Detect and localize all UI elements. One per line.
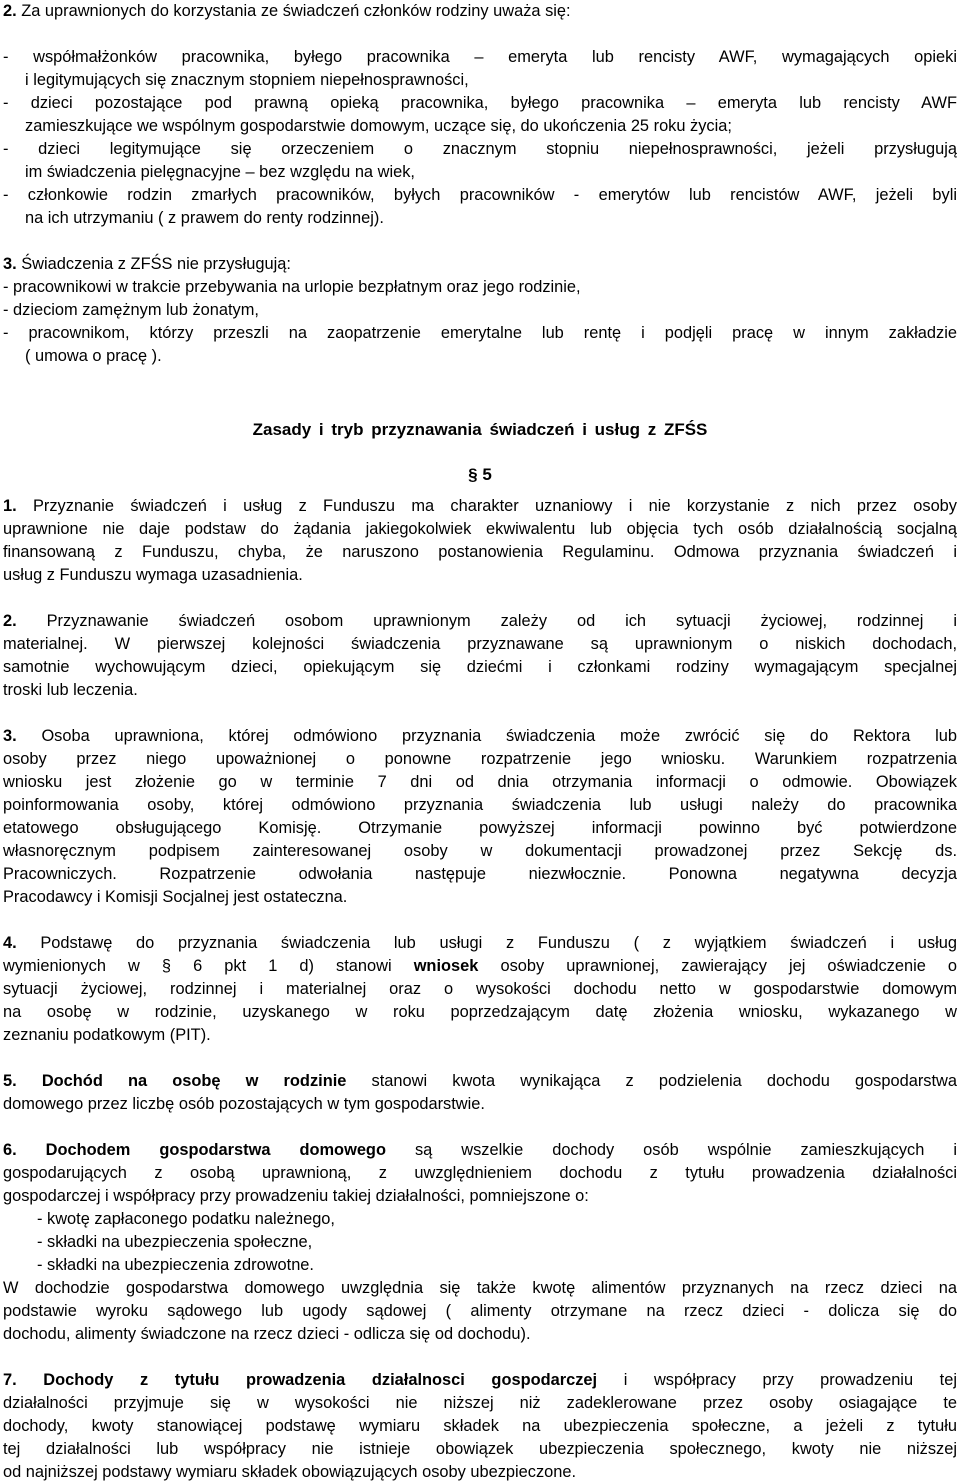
paragraph-text: Osoba uprawniona, której odmówiono przyznania świadczenia może zwrócić się do Rektora lub (41, 727, 957, 745)
paragraph-2 (3, 610, 957, 702)
paragraph-7 (3, 1369, 957, 1484)
list-item: - współmałżonków pracownika, byłego pracownika – emeryta lub rencisty AWF, wymagających opieki (3, 48, 957, 66)
paragraph-text: W dochodzie gospodarstwa domowego uwzględnia się także kwotę alimentów przyznanych na rzecz dzieci na (3, 1279, 957, 1297)
point-number: 4. (3, 934, 17, 952)
list-item-cont: i legitymujących się znacznym stopniem niepełnosprawności, (25, 71, 469, 89)
paragraph-text: samotnie wychowującym dzieci, opiekującym się dziećmi i członkami rodziny wymagającym specjalnej (3, 658, 957, 676)
list-item: - dzieci legitymujące się orzeczeniem o znacznym stopniu niepełnosprawności, jeżeli przysługują (3, 140, 957, 158)
point-3 (3, 253, 957, 368)
point-number: 7. (3, 1371, 17, 1389)
list-item: - dzieciom zamężnym lub żonatym, (3, 301, 259, 319)
point-2 (3, 0, 957, 230)
paragraph-text: stanowi kwota wynikająca z podzielenia dochodu gospodarstwa (371, 1072, 958, 1090)
paragraph-text: wniosku jest złożenie go w terminie 7 dni od dnia otrzymania informacji o odmowie. Obowiązek (3, 773, 957, 791)
paragraph-text: dochody, kwoty stanowiącej podstawę wymiaru składek na ubezpieczenia społeczne, a jeżeli z tytułu (3, 1417, 957, 1435)
paragraph-text: Przyznanie świadczeń i usług z Funduszu ma charakter uznaniowy i nie korzystanie z nich przez osoby (32, 497, 957, 515)
paragraph-text: tej działalności lub współpracy nie istnieje obowiązek ubezpieczenia społecznego, kwoty nie niższej (3, 1440, 957, 1458)
emphasis-text: Dochodem gospodarstwa domowego (45, 1141, 386, 1159)
paragraph-text: od najniższej podstawy wymiaru składek obowiązujących osoby ubezpieczone. (3, 1463, 577, 1481)
list-item-cont: im świadczenia pielęgnacyjne – bez względu na wiek, (25, 163, 415, 181)
point-number: 5. (3, 1072, 17, 1090)
paragraph-text: usług z Funduszu wymaga uzasadnienia. (3, 566, 303, 584)
paragraph-text: własnoręcznym podpisem zainteresowanej osoby w dokumentacji prowadzonej przez Sekcję ds. (3, 842, 957, 860)
paragraph-text: Przyznawanie świadczeń osobom uprawnionym zależy od ich sytuacji życiowej, rodzinnej i (46, 612, 957, 630)
list-item: - składki na ubezpieczenia zdrowotne. (37, 1256, 314, 1274)
paragraph-text: osoby przez niego upoważnionej o ponowne rozpatrzenie jego wniosku. Warunkiem rozpatrzenia (3, 750, 957, 768)
emphasis-text: Dochody z tytułu prowadzenia działalnosci gospodarczej (43, 1371, 598, 1389)
paragraph-text: finansowaną z Funduszu, chyba, że naruszono postanowienia Regulaminu. Odmowa przyznania świadczeń i (3, 543, 957, 561)
section-heading: Zasady i tryb przyznawania świadczeń i usług z ZFŚS (252, 420, 708, 439)
paragraph-text: wymienionych w § 6 pkt 1 d) stanowi (3, 957, 392, 975)
paragraph-text: sytuacji życiowej, rodzinnej i materialnej oraz o wysokości dochodu netto w gospodarstwie domowym (3, 980, 957, 998)
paragraph-text: gospodarujących z osobą uprawnioną, z uwzględnieniem dochodu z tytułu prowadzenia działalności (3, 1164, 957, 1182)
paragraph-6 (3, 1139, 957, 1346)
paragraph-text: gospodarczej i współpracy przy prowadzeniu takiej działalności, pomniejszone o: (3, 1187, 589, 1205)
list-item-cont: zamieszkujące we wspólnym gospodarstwie domowym, uczące się, do ukończenia 25 roku życia; (25, 117, 732, 135)
emphasis-text: Dochód na osobę w rodzinie (41, 1072, 347, 1090)
point-number: 6. (3, 1141, 17, 1159)
paragraph-text: są wszelkie dochody osób wspólnie zamieszkujących i (414, 1141, 957, 1159)
paragraph-text: etatowego obsługującego Komisję. Otrzymanie powyższej informacji powinno być potwierdzone (3, 819, 957, 837)
list-item: - pracownikom, którzy przeszli na zaopatrzenie emerytalne lub rentę i podjęli pracę w innym zakładzie (3, 324, 957, 342)
paragraph-text: na osobę w rodzinie, uzyskanego w roku poprzedzającym datę złożenia wniosku, wykazanego w (3, 1003, 957, 1021)
point-number: 2. (3, 612, 17, 630)
point-number: 2. (3, 2, 17, 20)
paragraph-text: Pracodawcy i Komisji Socjalnej jest ostateczna. (3, 888, 348, 906)
paragraph-text: podstawie wyroku sądowego lub ugody sądowej ( alimenty otrzymane na rzecz dzieci - dolicza się do (3, 1302, 957, 1320)
paragraph-1 (3, 495, 957, 587)
paragraph-text: poinformowania osoby, której odmówiono przyznania świadczenia lub usługi należy do pracownika (3, 796, 957, 814)
paragraph-text: uprawnione nie daje podstaw do żądania jakiegokolwiek ekwiwalentu lub objęcia tych osób działalnością socjalną (3, 520, 957, 538)
paragraph-text: domowego przez liczbę osób pozostających w tym gospodarstwie. (3, 1095, 485, 1113)
paragraph-text: troski lub leczenia. (3, 681, 138, 699)
point-number: 1. (3, 497, 17, 515)
point-title: Świadczenia z ZFŚS nie przysługują: (21, 255, 291, 273)
paragraph-text: zeznaniu podatkowym (PIT). (3, 1026, 211, 1044)
list-item: - pracownikowi w trakcie przebywania na urlopie bezpłatnym oraz jego rodzinie, (3, 278, 581, 296)
point-title: Za uprawnionych do korzystania ze świadczeń członków rodziny uważa się: (21, 2, 571, 20)
paragraph-3 (3, 725, 957, 909)
list-item: - kwotę zapłaconego podatku należnego, (37, 1210, 335, 1228)
emphasis-text: wniosek (413, 957, 479, 975)
paragraph-text: osoby uprawnionej, zawierający jej oświadczenie o (500, 957, 958, 975)
point-number: 3. (3, 727, 17, 745)
paragraph-text: Pracowniczych. Rozpatrzenie odwołania następuje niezwłocznie. Ponowna negatywna decyzja (3, 865, 957, 883)
list-item: - składki na ubezpieczenia społeczne, (37, 1233, 313, 1251)
paragraph-text: i współpracy przy prowadzeniu tej (623, 1371, 957, 1389)
list-item-cont: na ich utrzymaniu ( z prawem do renty rodzinnej). (25, 209, 384, 227)
paragraph-text: dochodu, alimenty świadczone na rzecz dzieci - odlicza się od dochodu). (3, 1325, 531, 1343)
list-item-cont: ( umowa o pracę ). (25, 347, 162, 365)
paragraph-text: działalności przyjmuje się w wysokości nie niższej niż zadeklerowane przez osoby osiagające te (3, 1394, 957, 1412)
list-item: - dzieci pozostające pod prawną opieką pracownika, byłego pracownika – emeryta lub rencisty AWF (3, 94, 957, 112)
list-item: - członkowie rodzin zmarłych pracowników, byłych pracowników - emerytów lub rencistów AWF, jeżeli byli (3, 186, 957, 204)
paragraph-4 (3, 932, 957, 1047)
paragraph-sign: § 5 (468, 465, 492, 484)
paragraph-text: materialnej. W pierwszej kolejności świadczenia przyznawane są uprawnionym o niskich dochodach, (3, 635, 957, 653)
point-number: 3. (3, 255, 17, 273)
paragraph-text: Podstawę do przyznania świadczenia lub usługi z Funduszu ( z wyjątkiem świadczeń i usług (40, 934, 957, 952)
paragraph-5 (3, 1070, 957, 1116)
